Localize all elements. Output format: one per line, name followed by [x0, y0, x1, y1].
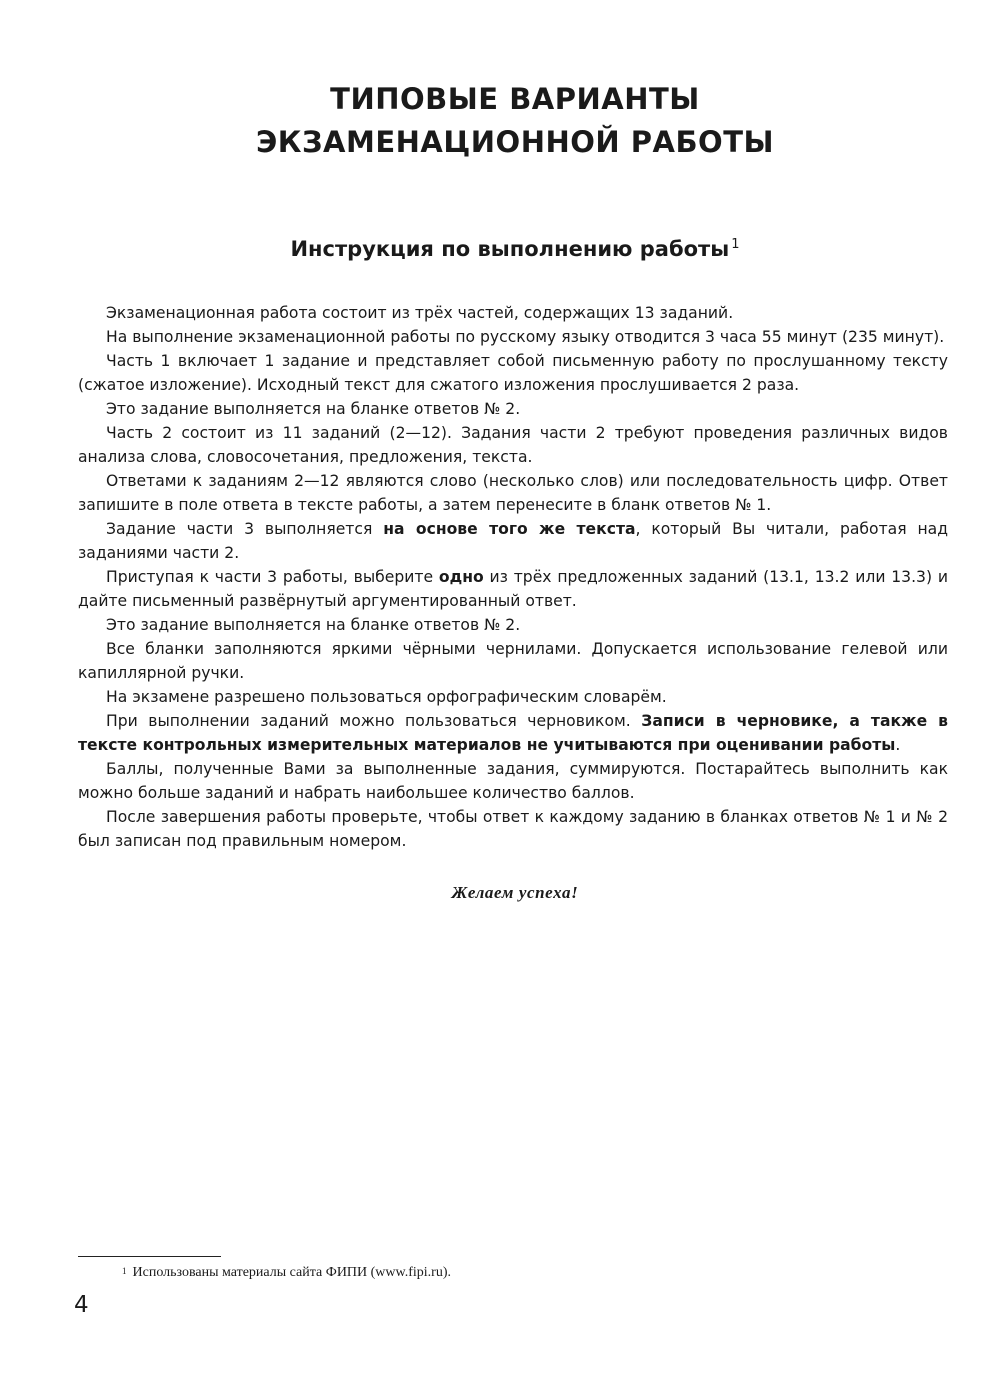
page-number: 4 [74, 1292, 89, 1318]
paragraph-8-text-end: из трёх предложенных заданий (13.1, 13.2 или 13.3) и дайте письменный развёрнутый аргументированный ответ. [78, 568, 948, 610]
paragraph-12 [78, 709, 948, 757]
paragraph-9: Это задание выполняется на бланке ответов № 2. [106, 616, 521, 634]
paragraph-1: Экзаменационная работа состоит из трёх частей, содержащих 13 заданий. [106, 304, 734, 322]
paragraph-7-text-start: Задание части 3 выполняется [106, 520, 384, 538]
paragraph-14: После завершения работы проверьте, чтобы ответ к каждому заданию в бланках ответов № 1 и № 2 был записан под правильным номером. [78, 808, 948, 850]
page-title-line-2: ЭКЗАМЕНАЦИОННОЙ РАБОТЫ [255, 125, 775, 159]
paragraph-10: Все бланки заполняются яркими чёрными чернилами. Допускается использование гелевой или капиллярной ручки. [78, 640, 948, 682]
footnote-marker: 1 [122, 1266, 127, 1276]
paragraph-7-text-end: , который Вы читали, работая над заданиями части 2. [78, 520, 949, 562]
paragraph-12-text-end: . [895, 736, 901, 754]
paragraph-12-emphasis: Записи в черновике, а также в тексте контрольных измерительных материалов не учитываются при оценивании работы [78, 712, 949, 754]
paragraph-2: На выполнение экзаменационной работы по русскому языку отводится 3 часа 55 минут (235 минут). [106, 328, 945, 346]
page-title [0, 78, 1000, 164]
paragraph-4: Это задание выполняется на бланке ответов № 2. [106, 400, 521, 418]
paragraph-8-text-start: Приступая к части 3 работы, выберите [106, 568, 439, 586]
footnote [122, 1264, 451, 1282]
section-heading [0, 234, 1000, 264]
paragraph-8 [78, 565, 948, 613]
paragraph-7-emphasis: на основе того же текста [383, 520, 636, 538]
page-title-line-1: ТИПОВЫЕ ВАРИАНТЫ [330, 82, 700, 116]
paragraph-5: Часть 2 состоит из 11 заданий (2—12). Задания части 2 требуют проведения различных видов анализа слова, словосочетания, предложения, текста. [78, 424, 948, 466]
paragraph-7 [78, 517, 948, 565]
paragraph-6: Ответами к заданиям 2—12 являются слово (несколько слов) или последовательность цифр. Ответ запишите в поле ответа в тексте работы, а затем перенесите в бланк ответов № 1. [78, 472, 948, 514]
footnote-text: Использованы материалы сайта ФИПИ (www.fipi.ru). [132, 1265, 451, 1280]
footnote-reference: 1 [731, 237, 740, 252]
section-heading-text: Инструкция по выполнению работы [290, 237, 730, 261]
paragraph-13: Баллы, полученные Вами за выполненные задания, суммируются. Постарайтесь выполнить как можно больше заданий и набрать наибольшее количество баллов. [78, 760, 948, 802]
paragraph-11: На экзамене разрешено пользоваться орфографическим словарём. [106, 688, 667, 706]
closing-wish: Желаем успеха! [451, 883, 579, 902]
paragraph-12-text-start: При выполнении заданий можно пользоваться черновиком. [106, 712, 642, 730]
footnote-divider [78, 1256, 221, 1257]
paragraph-3: Часть 1 включает 1 задание и представляет собой письменную работу по прослушанному тексту (сжатое изложение). Исходный текст для сжатого изложения прослушивается 2 раза. [78, 352, 948, 394]
paragraph-8-emphasis: одно [438, 568, 484, 586]
instructions-body [78, 301, 948, 853]
